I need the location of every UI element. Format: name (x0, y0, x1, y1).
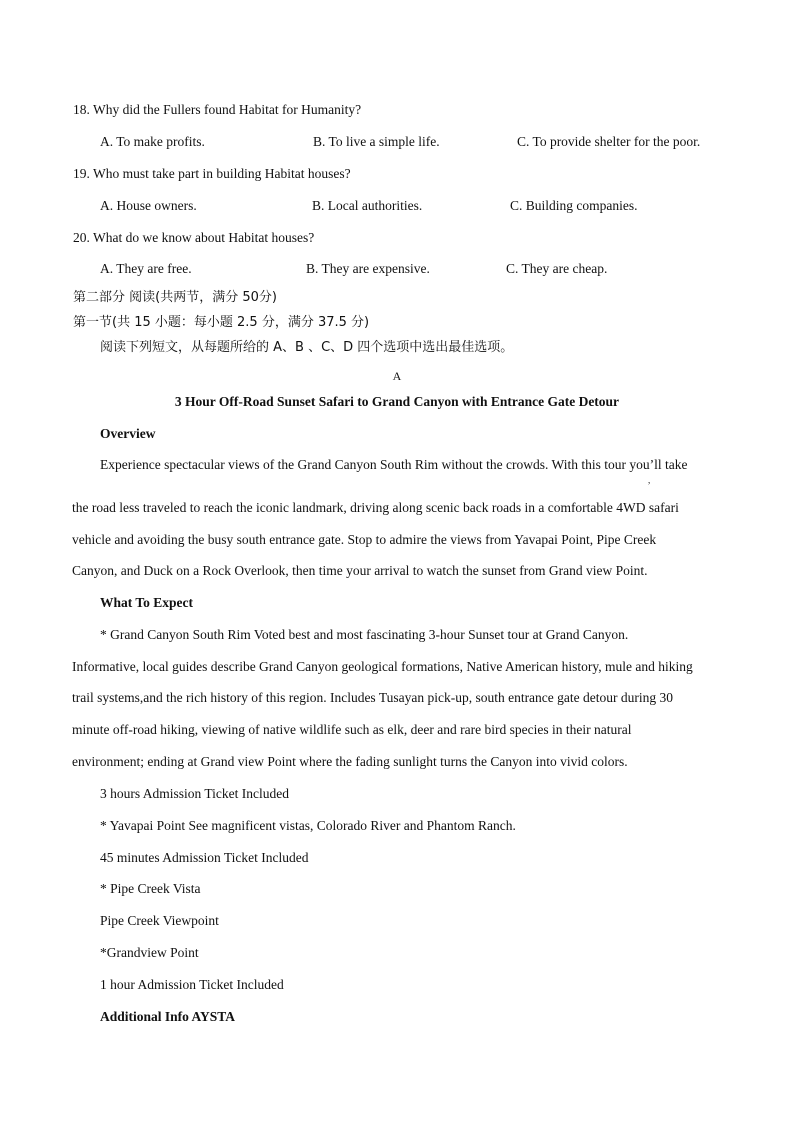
stop-line-2: * Yavapai Point See magnificent vistas, Colorado River and Phantom Ranch. (100, 818, 516, 833)
overview-line-1: Experience spectacular views of the Grand Canyon South Rim without the crowds. With this tour you’ll take (100, 457, 688, 472)
question-20-option-b: B. They are expensive. (306, 261, 430, 276)
reading-instruction: 阅读下列短文，从每题所给的 A、B 、C、D 四个选项中选出最佳选项。 (100, 340, 514, 355)
question-18-option-b: B. To live a simple life. (313, 134, 440, 149)
passage-label: A (392, 369, 402, 383)
stop-line-4: * Pipe Creek Vista (100, 881, 201, 896)
stop-line-1: 3 hours Admission Ticket Included (100, 786, 290, 801)
expect-line-5: environment; ending at Grand view Point where the fading sunlight turns the Canyon into vivid colors. (72, 754, 628, 769)
additional-info-heading: Additional Info AYSTA (100, 1009, 236, 1024)
subsection-heading: 第一节(共 15 小题：每小题 2.5 分，满分 37.5 分) (73, 315, 370, 330)
question-19-option-a: A. House owners. (100, 198, 197, 213)
stop-line-7: 1 hour Admission Ticket Included (100, 977, 284, 992)
question-19-option-c: C. Building companies. (510, 198, 638, 213)
overview-tick-mark: , (648, 475, 651, 485)
overview-line-2: the road less traveled to reach the iconic landmark, driving along scenic back roads in a comfortable 4WD safari (72, 500, 679, 515)
expect-line-3: trail systems,and the rich history of this region. Includes Tusayan pick-up, south entrance gate detour during 30 (72, 690, 674, 705)
question-19-stem: 19. Who must take part in building Habitat houses? (73, 166, 351, 181)
question-18-stem: 18. Why did the Fullers found Habitat for Humanity? (73, 102, 362, 117)
question-20-option-c: C. They are cheap. (506, 261, 608, 276)
question-20-stem: 20. What do we know about Habitat houses? (73, 230, 315, 245)
passage-title: 3 Hour Off-Road Sunset Safari to Grand Canyon with Entrance Gate Detour (174, 394, 620, 409)
overview-line-3: vehicle and avoiding the busy south entrance gate. Stop to admire the views from Yavapai Point, Pipe Creek (72, 532, 657, 547)
question-18-option-c: C. To provide shelter for the poor. (517, 134, 701, 149)
overview-line-4: Canyon, and Duck on a Rock Overlook, then time your arrival to watch the sunset from Grand view Point. (72, 563, 648, 578)
question-20-option-a: A. They are free. (100, 261, 192, 276)
expect-line-4: minute off-road hiking, viewing of native wildlife such as elk, deer and rare bird species in their natural (72, 722, 632, 737)
question-18-option-a: A. To make profits. (100, 134, 205, 149)
question-19-option-b: B. Local authorities. (312, 198, 423, 213)
what-to-expect-heading: What To Expect (100, 595, 194, 610)
overview-heading: Overview (100, 426, 156, 441)
expect-line-1: * Grand Canyon South Rim Voted best and most fascinating 3-hour Sunset tour at Grand Canyon. (100, 627, 629, 642)
section-part-heading: 第二部分 阅读(共两节，满分 50分) (73, 290, 277, 305)
expect-line-2: Informative, local guides describe Grand Canyon geological formations, Native American history, mule and hiking (72, 659, 693, 674)
stop-line-5: Pipe Creek Viewpoint (100, 913, 219, 928)
stop-line-3: 45 minutes Admission Ticket Included (100, 850, 309, 865)
stop-line-6: *Grandview Point (100, 945, 199, 960)
